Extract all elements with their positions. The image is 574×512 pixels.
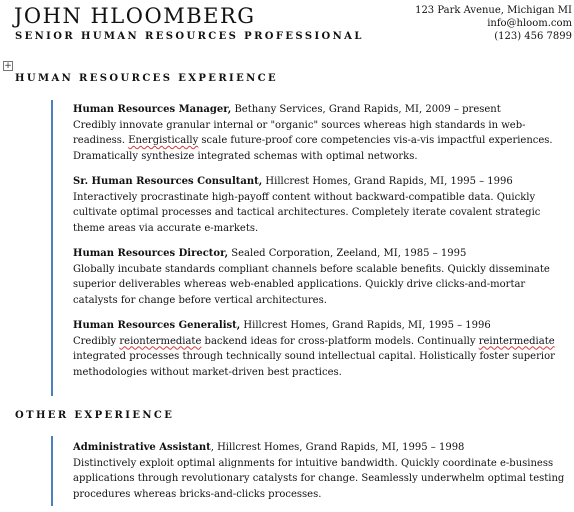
job-description: Interactively procrastinate high-payoff content without backward-compatible data. Quickly cultivate optimal processes and tactical architectures. Completely iterate covalent strategic theme areas via accurate e-markets. (73, 191, 541, 234)
resume-subtitle[interactable]: SENIOR HUMAN RESOURCES PROFESSIONAL (15, 31, 364, 42)
job-title: Human Resources Manager, (73, 104, 232, 115)
job-description: scale future-proof core competencies vis-a-vis impactful experiences. Dramatically synthesize integrated schemas with optimal networks. (73, 135, 553, 162)
job-entry[interactable] (73, 246, 568, 308)
section-heading-hr[interactable]: HUMAN RESOURCES EXPERIENCE (15, 73, 279, 84)
job-description: Distinctively exploit optimal alignments for intuitive bandwidth. Quickly coordinate e-business applications through revolutionary catalysts for change. Seamlessly underwhelm optimal testing procedures whereas bricks-and-clicks processes. (73, 457, 565, 500)
job-description: integrated processes through technically sound intellectual capital. Holistically foster superior methodologies without market-driven best practices. (73, 351, 555, 378)
resume-name[interactable]: JOHN HLOOMBERG (14, 4, 256, 28)
contact-email[interactable]: info@hloom.com (487, 18, 572, 29)
spelling-error-word[interactable]: Energistically (128, 135, 199, 146)
job-entry[interactable] (73, 318, 568, 380)
job-entry[interactable] (73, 440, 568, 502)
section-heading-other[interactable]: OTHER EXPERIENCE (15, 410, 175, 421)
contact-block (415, 4, 572, 43)
job-description: Credibly innovate granular internal or "organic" sources whereas high standards in web-readiness. (73, 119, 526, 146)
job-title: Administrative Assistant (73, 442, 211, 453)
other-entries (73, 440, 568, 512)
job-description: backend ideas for cross-platform models. Continually (201, 335, 479, 347)
job-title: Human Resources Director, (73, 248, 229, 259)
table-move-handle-icon[interactable]: + (4, 61, 12, 71)
job-description: Credibly (73, 335, 120, 347)
contact-phone[interactable]: (123) 456 7899 (494, 31, 572, 42)
job-details: Hillcrest Homes, Grand Rapids, MI, 1995 – 1996 (262, 176, 513, 187)
section-rule-other (51, 436, 53, 506)
contact-address[interactable]: 123 Park Avenue, Michigan MI (415, 5, 572, 16)
hr-entries (73, 102, 568, 390)
spelling-error-word[interactable]: reintermediate (478, 335, 555, 347)
job-details: Hillcrest Homes, Grand Rapids, MI, 1995 – 1996 (240, 320, 491, 331)
job-description: Globally incubate standards compliant channels before scalable benefits. Quickly disseminate superior deliverables whereas web-enabled applications. Quickly drive clicks-and-mortar catalysts for change before vertical architectures. (73, 263, 550, 306)
job-entry[interactable] (73, 102, 568, 164)
job-title: Human Resources Generalist, (73, 320, 241, 331)
job-title: Sr. Human Resources Consultant, (73, 176, 263, 187)
job-details: Sealed Corporation, Zeeland, MI, 1985 – 1995 (228, 248, 467, 259)
section-rule-hr (51, 100, 53, 396)
job-entry[interactable] (73, 174, 568, 236)
job-details: Bethany Services, Grand Rapids, MI, 2009 – present (231, 104, 501, 115)
job-details: , Hillcrest Homes, Grand Rapids, MI, 1995 – 1998 (210, 442, 465, 453)
spelling-error-word[interactable]: reiontermediate (119, 335, 202, 347)
